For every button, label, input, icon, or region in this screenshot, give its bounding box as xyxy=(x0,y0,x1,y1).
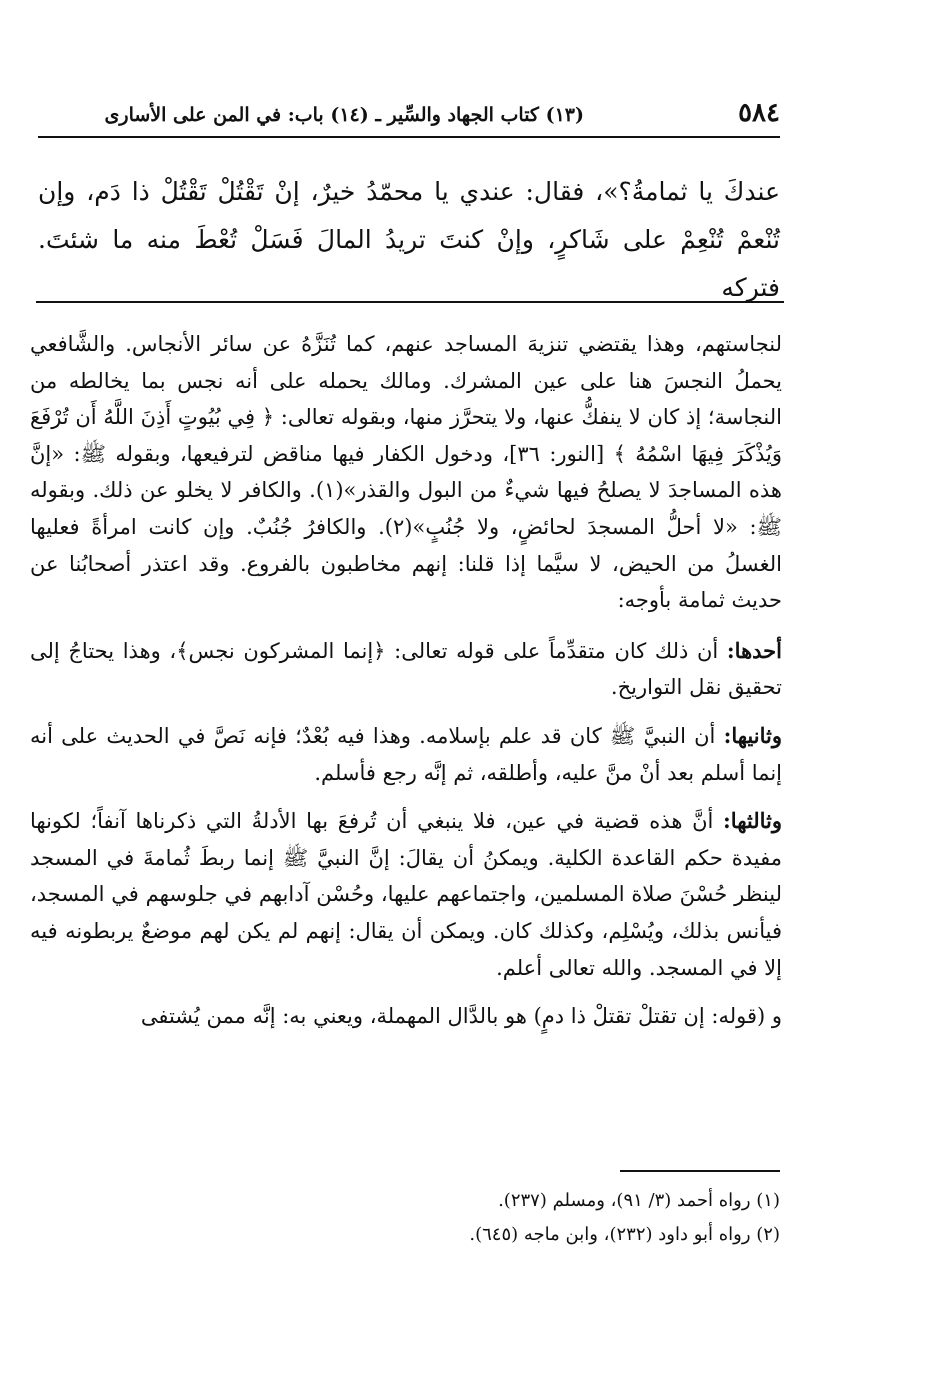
paragraph-text: و (قوله: إن تقتلْ تقتلْ ذا دمٍ) هو بالدَّال المهملة، ويعني به: إنَّه ممن يُشتفى xyxy=(140,1004,782,1029)
paragraph-text: أنَّ هذه قضية في عين، فلا ينبغي أن تُرفعَ بها الأدلةُ التي ذكرناها آنفاً؛ لكونها مفيدة حكم القاعدة الكلية. ويمكنُ أن يقالَ: إنَّ النبيَّ ﷺ إنما ربطَ ثُمامةَ في المسجد لينظر حُسْنَ صلاة المسلمين، واجتماعهم عليها، وحُسْن آدابهم في جلوسهم في المسجد، فيأنس بذلك، ويُسْلِم، وكذلك كان. ويمكن أن يقال: إنهم لم يكن لهم موضعٌ يربطونه فيه إلا في المسجد. والله تعالى أعلم. xyxy=(30,809,783,980)
footnote: (١) رواه أحمد (٣/ ٩١)، ومسلم (٢٣٧). xyxy=(498,1190,780,1211)
commentary-paragraph xyxy=(30,803,782,986)
paragraph-text: أن ذلك كان متقدِّماً على قوله تعالى: ﴿إنما المشركون نجس﴾، وهذا يحتاجُ إلى تحقيق نقل التواريخ. xyxy=(30,638,782,700)
hadith-text xyxy=(38,168,780,312)
commentary-paragraph xyxy=(30,718,782,791)
hadith-line: تُنْعمْ تُنْعِمْ على شَاكرٍ، وإنْ كنتَ تريدُ المالَ فَسَلْ تُعْطَ منه ما شئتَ. فتركه xyxy=(38,225,780,302)
paragraph-lead: أحدها: xyxy=(726,637,782,663)
commentary-paragraph xyxy=(30,326,782,619)
commentary-paragraph xyxy=(30,633,782,706)
paragraph-lead: وثالثها: xyxy=(723,808,782,834)
running-header xyxy=(38,100,780,136)
commentary-text xyxy=(30,326,782,1049)
paragraph-lead: وثانيها: xyxy=(723,722,782,748)
footnote: (٢) رواه أبو داود (٢٣٢)، وابن ماجه (٦٤٥). xyxy=(469,1224,780,1245)
paragraph-text: لنجاستهم، وهذا يقتضي تنزيهَ المساجد عنهم، كما تُنَزَّهُ عن سائر الأنجاس. والشَّافعي يحملُ النجسَ هنا على عين المشرك. ومالك يحمله على أنه نجس بما يخالطه من النجاسة؛ إذ كان لا ينفكُّ عنها، ولا يتحرَّز منها، وبقوله تعالى: ﴿ فِي بُيُوتٍ أَذِنَ اللَّهُ أَن تُرْفَعَ وَيُذْكَرَ فِيهَا اسْمُهُ ﴾ [النور: ٣٦]، ودخول الكفار فيها مناقض لترفيعها، وبقوله ﷺ: «إنَّ هذه المساجدَ لا يصلحُ فيها شيءٌ من البول والقذر»(١). والكافر لا يخلو عن ذلك. وبقوله ﷺ: «لا أحلُّ المسجدَ لحائضٍ، ولا جُنُبٍ»(٢). والكافرُ جُنُبٌ. وإن كانت امرأةً فعليها الغسلُ من الحيض، لا سيَّما إذا قلنا: إنهم مخاطبون بالفروع. وقد اعتذر أصحابُنا عن حديث ثمامة بأوجه: xyxy=(30,332,783,613)
section-divider xyxy=(36,301,784,303)
footnote-rule xyxy=(620,1170,780,1172)
footnotes xyxy=(180,1184,780,1252)
page-number: ٥٨٤ xyxy=(738,98,780,128)
paragraph-text: أن النبيَّ ﷺ كان قد علم بإسلامه. وهذا فيه بُعْدٌ؛ فإنه نَصَّ في الحديث على أنه إنما أسلم بعد أنْ منَّ عليه، وأطلقه، ثم إنَّه رجع فأسلم. xyxy=(30,723,782,785)
hadith-line: عندكَ يا ثمامةُ؟»، فقال: عندي يا محمّدُ خيرٌ، إنْ تَقْتُلْ تَقْتُلْ ذا دَم، وإن xyxy=(38,177,780,206)
chapter-title: (١٣) كتاب الجهاد والسِّير ـ (١٤) باب: في المن على الأسارى xyxy=(104,104,584,126)
commentary-paragraph xyxy=(30,998,782,1035)
header-rule xyxy=(38,136,780,138)
